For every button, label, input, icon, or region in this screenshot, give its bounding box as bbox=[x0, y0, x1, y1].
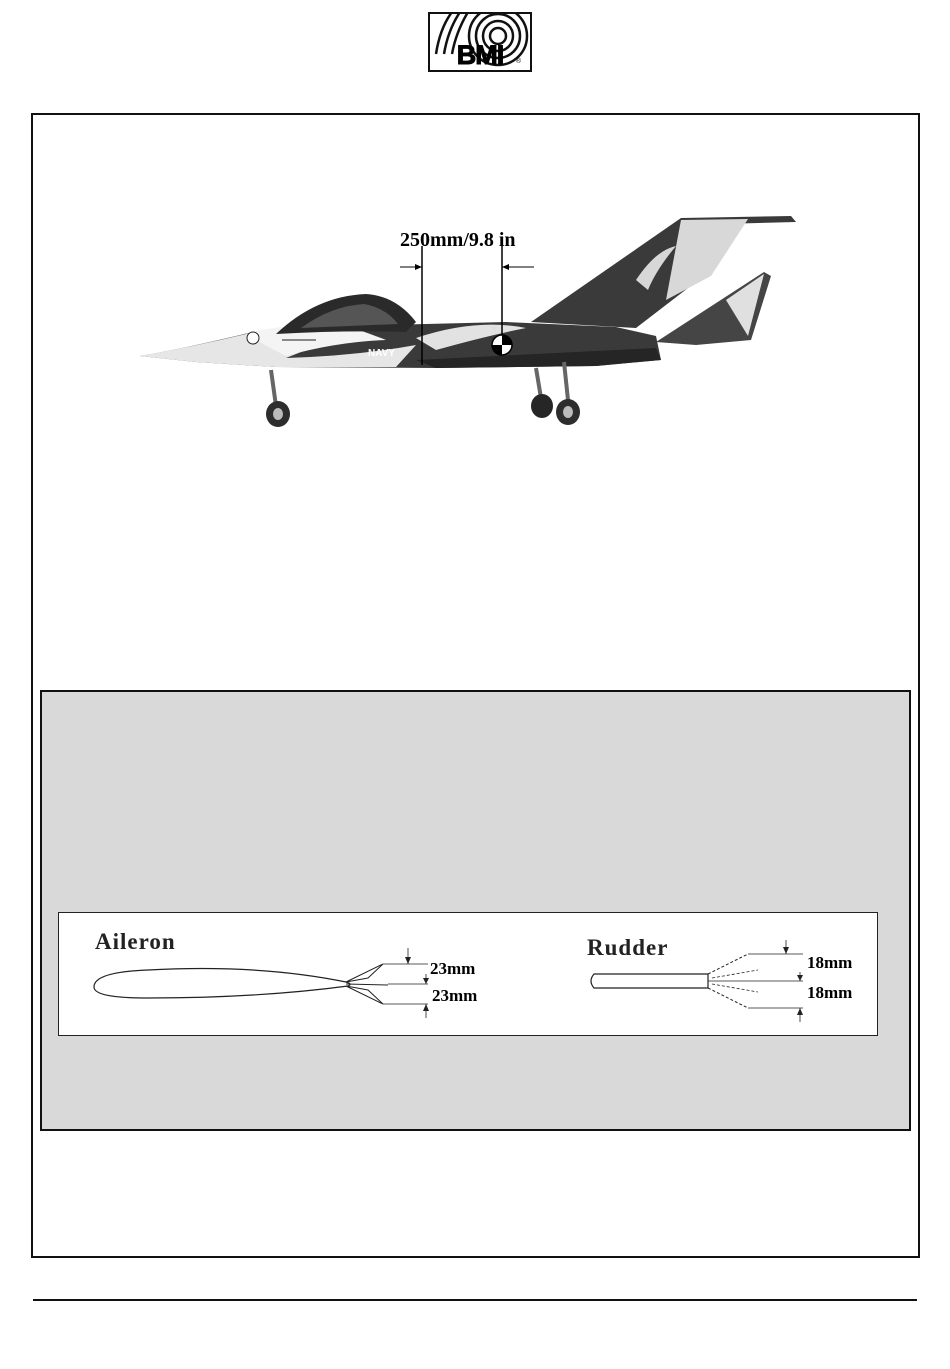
logo-text: BMI bbox=[456, 40, 504, 70]
aileron-title: Aileron bbox=[95, 929, 176, 954]
footer-rule bbox=[33, 1299, 917, 1301]
rudder-section-icon bbox=[591, 974, 708, 988]
registered-mark: ® bbox=[515, 58, 521, 65]
aileron-down-throw: 23mm bbox=[432, 986, 478, 1005]
control-throws-panel bbox=[40, 690, 911, 1131]
aileron-up-throw: 23mm bbox=[430, 959, 476, 978]
rudder-left-throw: 18mm bbox=[807, 953, 853, 972]
rudder-title: Rudder bbox=[587, 935, 669, 960]
navy-marking: NAVY bbox=[368, 348, 396, 359]
svg-text:★: ★ bbox=[490, 323, 499, 333]
rudder-right-throw: 18mm bbox=[807, 983, 853, 1002]
aileron-airfoil-icon bbox=[94, 969, 350, 999]
cg-dimension-label: 250mm/9.8 in bbox=[400, 229, 516, 251]
bmi-logo bbox=[428, 12, 532, 72]
